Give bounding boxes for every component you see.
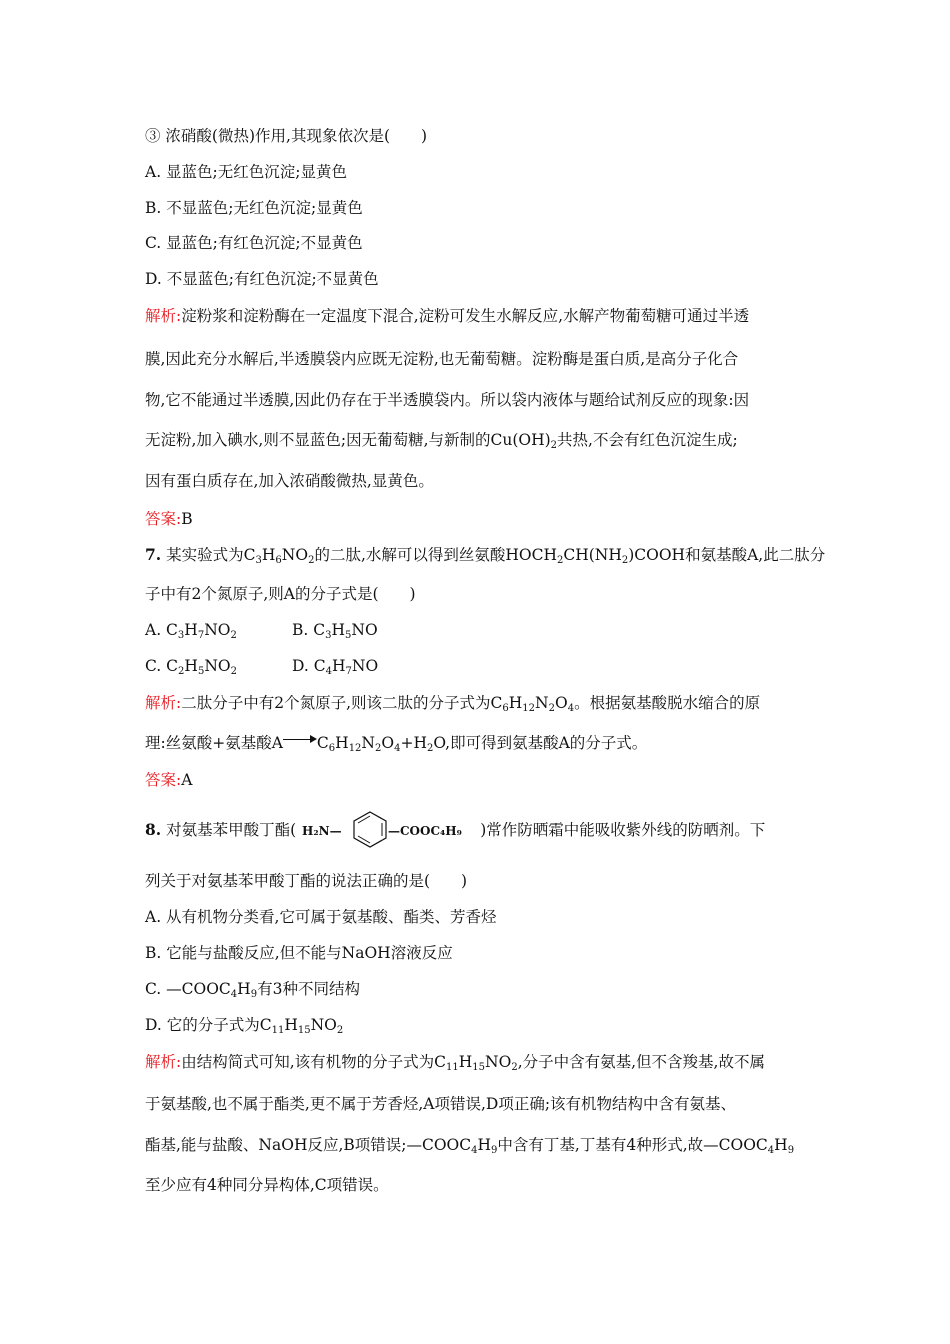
q8-question-line-1: 8. 对氨基苯甲酸丁酯( H₂N— —COOC₄H₉ )常作防晒霜中能吸收紫外线的防晒剂。下	[145, 810, 765, 851]
q7-options-row-1	[145, 620, 545, 640]
q7-option-b: B. $C_3H_5NO$	[292, 621, 378, 641]
svg-text:H₂N—: H₂N—	[302, 824, 342, 838]
q7-option-d: D. $C_4H_7NO$	[292, 657, 379, 677]
q7-option-a: A. $C_3H_7NO_2$	[145, 621, 237, 641]
explanation-label: 解析:	[145, 307, 182, 325]
q7-option-c: C. $C_2H_5NO_2$	[145, 657, 237, 677]
q8-question-line-2: 列关于对氨基苯甲酸丁酯的说法正确的是( )	[145, 872, 468, 890]
q7-explanation-line-1: 解析:二肽分子中有2个氮原子,则该二肽的分子式为$C_6H_{12}N_2O_4$。根据氨基酸脱水缩合的原	[145, 694, 761, 714]
q8-explanation-line-4: 至少应有4种同分异构体,C项错误。	[145, 1176, 389, 1194]
q6-option-a: A. 显蓝色;无红色沉淀;显黄色	[145, 163, 347, 181]
q7-explanation-line-2: 理:丝氨酸+氨基酸A $C_6H_{12}N_2O_4+H_2O$,即可得到氨基酸A的分子式。	[145, 734, 648, 754]
answer-label: 答案:	[145, 771, 182, 789]
q8-explanation-line-1: 解析:由结构简式可知,该有机物的分子式为$C_{11}H_{15}NO_2$,分子中含有氨基,但不含羧基,故不属	[145, 1053, 765, 1073]
explanation-label: 解析:	[145, 694, 182, 712]
q6-question-line: ③ 浓硝酸(微热)作用,其现象依次是( )	[145, 127, 428, 145]
butyl-aminobenzoate-structure-icon	[298, 811, 478, 851]
q6-option-b: B. 不显蓝色;无红色沉淀;显黄色	[145, 199, 363, 217]
q6-explanation-line-5: 因有蛋白质存在,加入浓硝酸微热,显黄色。	[145, 472, 434, 490]
q7-answer: 答案:A	[145, 771, 193, 789]
q8-explanation-line-2: 于氨基酸,也不属于酯类,更不属于芳香烃,A项错误,D项正确;该有机物结构中含有氨基、	[145, 1095, 737, 1113]
q8-option-c: C. $—COOC_4H_9$有3种不同结构	[145, 980, 360, 1000]
q7-options-row-2	[145, 656, 545, 676]
svg-text:—COOC₄H₉: —COOC₄H₉	[388, 824, 463, 838]
q6-explanation-line-3: 物,它不能通过半透膜,因此仍存在于半透膜袋内。所以袋内液体与题给试剂反应的现象:因	[145, 391, 750, 409]
q6-explanation-line-4: 无淀粉,加入碘水,则不显蓝色;因无葡萄糖,与新制的$Cu(OH)_2$共热,不会有红色沉淀生成;	[145, 431, 738, 451]
q8-option-b: B. 它能与盐酸反应,但不能与NaOH溶液反应	[145, 944, 453, 962]
q6-option-c: C. 显蓝色;有红色沉淀;不显黄色	[145, 234, 363, 252]
question-number: 7.	[145, 545, 162, 564]
q6-explanation-line-1: 解析:淀粉浆和淀粉酶在一定温度下混合,淀粉可发生水解反应,水解产物葡萄糖可通过半透	[145, 307, 750, 325]
q8-explanation-line-3: 酯基,能与盐酸、NaOH反应,B项错误$;—COOC_4H_9$中含有丁基,丁基有4种形式,故$—COOC_4H_9$	[145, 1136, 795, 1156]
answer-label: 答案:	[145, 510, 182, 528]
reaction-arrow-icon	[283, 734, 317, 746]
q7-question-line-1: 7. 某实验式为$C_3H_6NO_2$的二肽,水解可以得到丝氨酸$HOCH_2CH(NH_2)COOH$和氨基酸A,此二肽分	[145, 545, 826, 566]
question-number: 8.	[145, 820, 162, 839]
q8-option-a: A. 从有机物分类看,它可属于氨基酸、酯类、芳香烃	[145, 908, 497, 926]
q6-answer: 答案:B	[145, 510, 193, 528]
q6-option-d: D. 不显蓝色;有红色沉淀;不显黄色	[145, 270, 379, 288]
q6-explanation-line-2: 膜,因此充分水解后,半透膜袋内应既无淀粉,也无葡萄糖。淀粉酶是蛋白质,是高分子化合	[145, 350, 739, 368]
explanation-label: 解析:	[145, 1053, 182, 1071]
q8-option-d: D. 它的分子式为$C_{11}H_{15}NO_2$	[145, 1016, 344, 1036]
q7-question-line-2: 子中有2个氮原子,则A的分子式是( )	[145, 585, 416, 603]
